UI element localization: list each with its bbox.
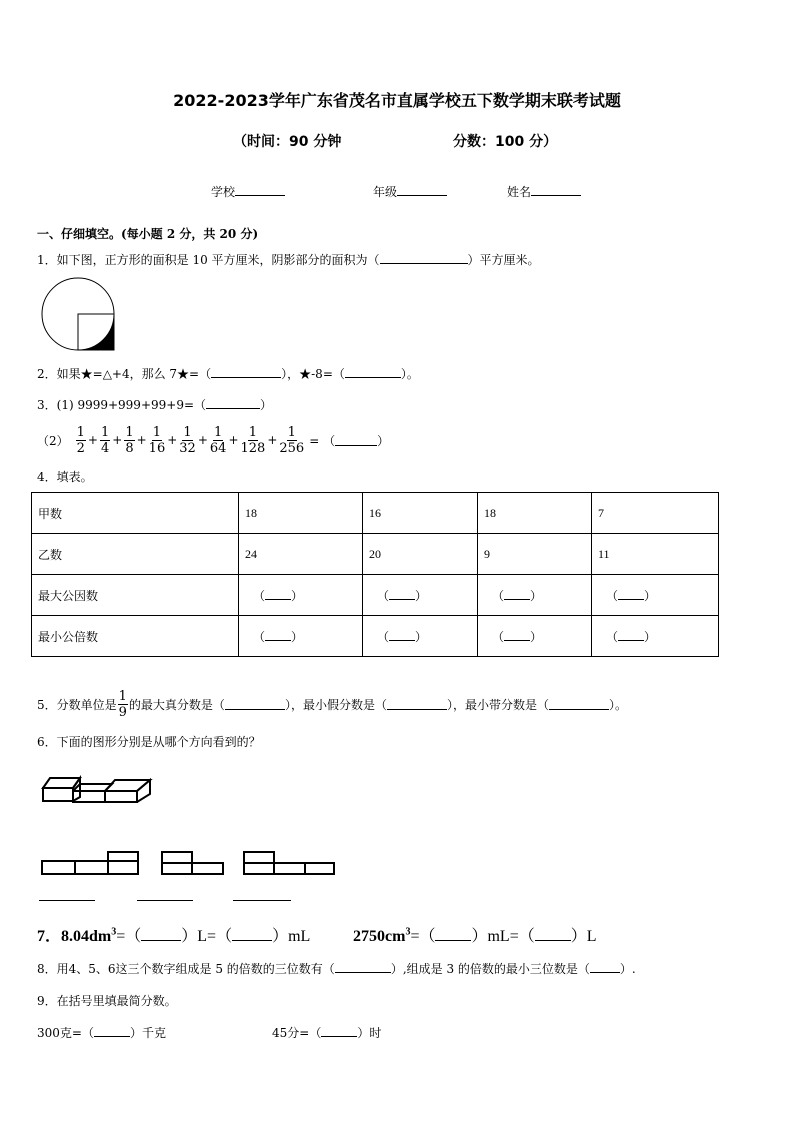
table-row — [32, 575, 719, 616]
q7-blank-3[interactable] — [435, 929, 471, 941]
table-cell[interactable]: （ ） — [363, 616, 478, 657]
q5-blank-2[interactable] — [387, 698, 447, 710]
fraction-term: $\frac{1}{2}$ — [76, 424, 85, 456]
view-answer-line-3[interactable] — [233, 900, 291, 901]
plus-sign: + — [112, 433, 123, 447]
fraction-term: $\frac{1}{64}$ — [209, 424, 227, 456]
q3-blank-2[interactable] — [335, 434, 377, 446]
page-title: 2022-2023学年广东省茂名市直属学校五下数学期末联考试题 — [173, 91, 621, 110]
table-row — [32, 534, 719, 575]
table-row — [32, 616, 719, 657]
table-cell[interactable]: （ ） — [363, 575, 478, 616]
fraction-one-ninth: $\frac{1}{9}$ — [118, 688, 127, 720]
q3-blank-1[interactable] — [206, 397, 260, 409]
table-row — [32, 493, 719, 534]
table-cell[interactable]: （ ） — [239, 575, 363, 616]
q9-blank-2[interactable] — [321, 1025, 357, 1037]
plus-sign: + — [228, 433, 239, 447]
three-views-figure — [40, 850, 340, 878]
view-answer-line-1[interactable] — [39, 900, 95, 901]
question-7: 7．$8.04dm^3=$（ ）L=（ ）mL — [37, 926, 311, 945]
table-cell: 18 — [239, 493, 363, 534]
table-cell[interactable]: （ ） — [478, 575, 592, 616]
question-5: 5．分数单位是 $\frac{1}{9}$ 的最大真分数是（ ），最小假分数是（ ），最小带分数是（ ）。 — [37, 688, 627, 720]
q5-blank-1[interactable] — [225, 698, 285, 710]
fraction-term: $\frac{1}{16}$ — [148, 424, 166, 456]
table-cell[interactable]: （ ） — [478, 616, 592, 657]
question-9-item-1: 300克=（ ）千克 — [37, 1026, 166, 1040]
question-8: 8．用4、5、6这三个数字组成是 5 的倍数的三位数有（ ）,组成是 3 的倍数的最小三位数是（ ）. — [37, 962, 636, 976]
fraction-term: $\frac{1}{4}$ — [100, 424, 110, 456]
table-cell: 18 — [478, 493, 592, 534]
fraction-term: $\frac{1}{256}$ — [279, 424, 305, 456]
question-2: 2．如果★=△+4，那么 7★=（ ），★-8=（ ）。 — [37, 367, 419, 381]
q2-blank-1[interactable] — [211, 366, 281, 378]
name-field[interactable]: 姓名 — [507, 183, 581, 200]
fraction-term: $\frac{1}{128}$ — [240, 424, 266, 456]
question-9-label: 9．在括号里填最简分数。 — [37, 994, 177, 1008]
q7-blank-4[interactable] — [535, 929, 571, 941]
view-answer-line-2[interactable] — [137, 900, 193, 901]
question-6: 6．下面的图形分别是从哪个方向看到的？ — [37, 735, 261, 749]
school-field[interactable]: 学校 — [211, 183, 285, 200]
q1-answer-blank[interactable] — [380, 252, 468, 264]
q2-blank-2[interactable] — [345, 366, 401, 378]
row-header-cell: 乙数 — [32, 534, 239, 575]
question-7-part-2: $2750cm^3=$（ ）mL=（ ）L — [353, 926, 597, 945]
row-header-cell: 甲数 — [32, 493, 239, 534]
plus-sign: + — [197, 433, 208, 447]
q8-blank-1[interactable] — [335, 961, 391, 973]
table-cell[interactable]: （ ） — [239, 616, 363, 657]
plus-sign: + — [87, 433, 98, 447]
grade-field[interactable]: 年级 — [373, 183, 447, 200]
q7-blank-2[interactable] — [232, 929, 272, 941]
fraction-term: $\frac{1}{8}$ — [125, 424, 134, 456]
fill-table — [31, 492, 719, 657]
circle-square-figure — [40, 276, 120, 352]
row-header-cell: 最大公因数 — [32, 575, 239, 616]
question-3-part-1: 3．(1) 9999+999+99+9=（ ） — [37, 398, 273, 412]
q9-blank-1[interactable] — [94, 1025, 130, 1037]
table-cell: 24 — [239, 534, 363, 575]
plus-sign: + — [136, 433, 147, 447]
question-9-item-2: 45分=（ ）时 — [272, 1026, 382, 1040]
cube-model-figure — [40, 773, 160, 805]
q5-blank-3[interactable] — [549, 698, 609, 710]
q7-blank-1[interactable] — [141, 929, 181, 941]
q8-blank-2[interactable] — [590, 961, 620, 973]
question-4-label: 4．填表。 — [37, 470, 93, 484]
table-cell: 11 — [592, 534, 719, 575]
exam-score: 分数：100 分） — [453, 134, 558, 150]
table-cell[interactable]: （ ） — [592, 616, 719, 657]
table-cell: 20 — [363, 534, 478, 575]
table-cell[interactable]: （ ） — [592, 575, 719, 616]
plus-sign: + — [267, 433, 278, 447]
row-header-cell: 最小公倍数 — [32, 616, 239, 657]
plus-sign: + — [167, 433, 178, 447]
question-3-part-2: （2） $\frac{1}{2}$ + $\frac{1}{4}$ + $\frac{1}{8}$ + $\frac{1}{16}$ + $\frac{1}{32}$ + $\frac{1}{64}$ + $\frac{1}{128}$ + $\frac{1}{256}$ = （ ） — [37, 424, 390, 456]
table-cell: 9 — [478, 534, 592, 575]
table-cell: 16 — [363, 493, 478, 534]
fraction-term: $\frac{1}{32}$ — [179, 424, 196, 456]
table-cell: 7 — [592, 493, 719, 534]
exam-time: （时间：90 分钟 — [233, 134, 342, 150]
question-1: 1．如下图，正方形的面积是 10 平方厘米，阴影部分的面积为（ ）平方厘米。 — [37, 253, 540, 267]
section-heading: 一、仔细填空。(每小题 2 分，共 20 分) — [37, 227, 259, 241]
